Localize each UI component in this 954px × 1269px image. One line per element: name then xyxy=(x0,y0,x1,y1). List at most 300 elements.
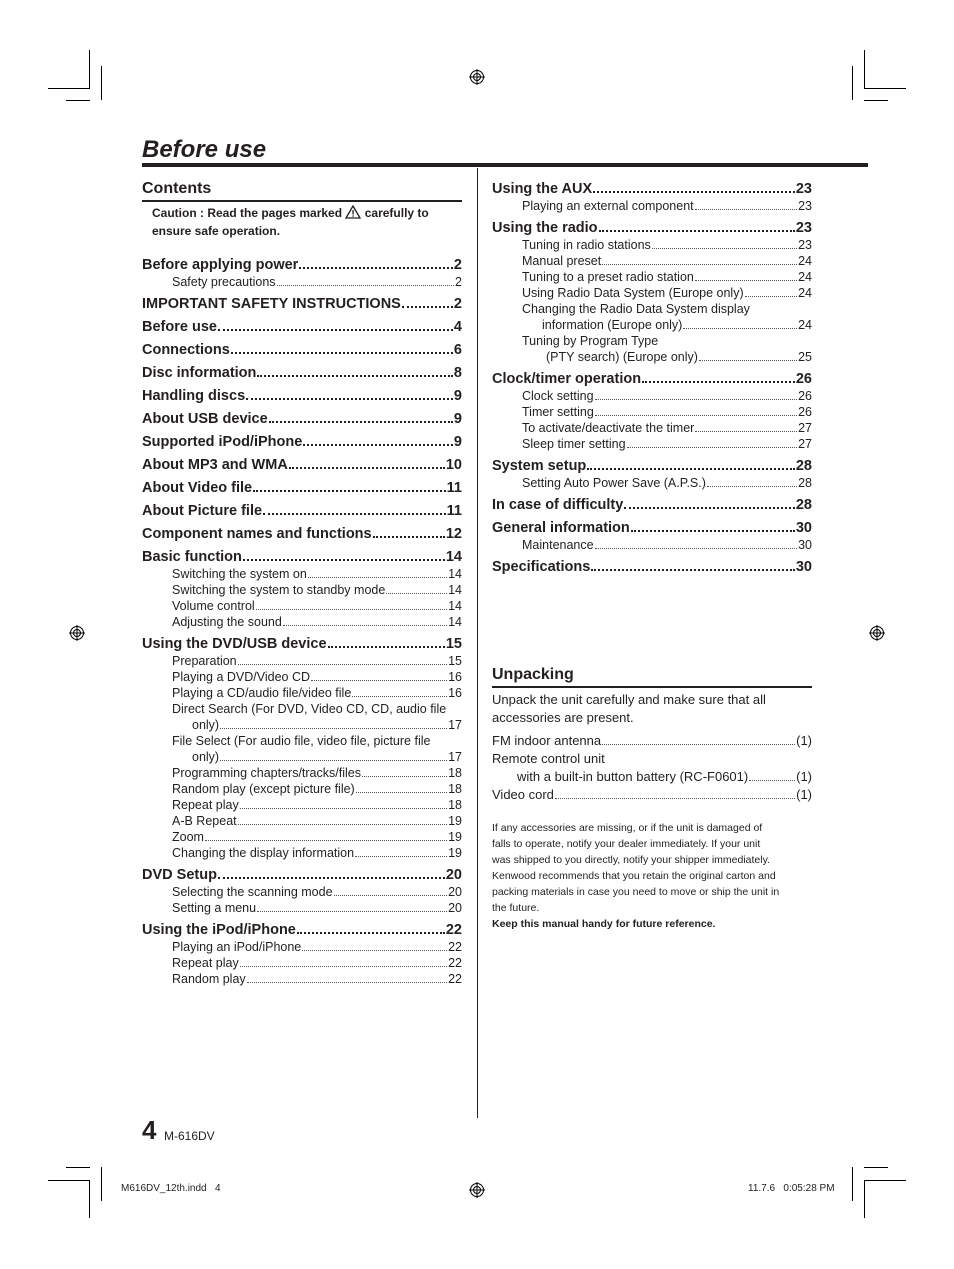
toc-section xyxy=(142,866,462,916)
accessory-list xyxy=(492,732,812,804)
toc-subentry-page: 17 xyxy=(448,717,462,732)
crop-mark xyxy=(48,1180,90,1181)
contents-heading: Contents xyxy=(142,180,212,197)
toc-subentry[interactable] xyxy=(142,598,462,614)
toc-subentry-title: Repeat play xyxy=(172,797,239,812)
crop-mark xyxy=(864,1167,888,1168)
dot-leader xyxy=(745,296,797,297)
toc-entry[interactable] xyxy=(142,318,462,336)
toc-entry-page: 2 xyxy=(453,256,462,273)
dot-leader xyxy=(289,467,445,469)
dot-leader xyxy=(302,950,447,951)
toc-entry-page: 30 xyxy=(795,559,812,575)
toc-entry-page: 8 xyxy=(453,364,462,381)
dot-leader xyxy=(240,966,447,967)
dot-leader xyxy=(707,486,797,487)
toc-entry[interactable] xyxy=(492,519,812,537)
toc-section xyxy=(142,456,462,474)
toc-subentry-title: Changing the Radio Data System display xyxy=(522,302,750,316)
toc-subentry[interactable] xyxy=(142,717,462,733)
dot-leader xyxy=(218,329,453,331)
accessory-name: FM indoor antenna xyxy=(492,732,602,748)
toc-entry[interactable] xyxy=(492,370,812,388)
toc-subentry[interactable] xyxy=(142,582,462,598)
dot-leader xyxy=(257,911,447,912)
toc-entry-page: 28 xyxy=(795,497,812,513)
toc-subentry-page: 22 xyxy=(448,939,462,954)
toc-subentry-page: 19 xyxy=(448,829,462,844)
toc-subentry-page: 14 xyxy=(448,614,462,629)
dot-leader xyxy=(695,209,797,210)
toc-subentry-title: Direct Search (For DVD, Video CD, CD, audio file xyxy=(172,701,447,716)
unpacking-rule xyxy=(492,686,812,688)
toc-subentry-page: 30 xyxy=(798,538,812,552)
warning-triangle-icon xyxy=(345,205,361,219)
toc-entry-page: 4 xyxy=(453,318,462,335)
crop-mark xyxy=(864,1180,906,1181)
toc-entry-title: Before applying power xyxy=(142,256,299,273)
toc-subentry-title: Playing an iPod/iPhone xyxy=(172,939,302,954)
toc-subentry[interactable] xyxy=(142,274,462,290)
toc-subentry-page: 25 xyxy=(798,350,812,364)
accessory-qty: (1) xyxy=(796,786,812,802)
toc-subentry[interactable] xyxy=(492,317,812,333)
toc-entry-page: 26 xyxy=(795,371,812,387)
dot-leader xyxy=(246,398,453,400)
dot-leader xyxy=(642,381,795,383)
toc-entry[interactable] xyxy=(142,548,462,566)
toc-entry[interactable] xyxy=(142,525,462,543)
toc-subentry-title: Volume control xyxy=(172,598,255,613)
missing-accessory-note xyxy=(492,820,812,932)
toc-subentry-page: 24 xyxy=(798,318,812,332)
toc-subentry[interactable] xyxy=(142,669,462,685)
toc-entry[interactable] xyxy=(142,479,462,497)
toc-subentry-page: 17 xyxy=(448,749,462,764)
toc-subentry-title: Selecting the scanning mode xyxy=(172,884,333,899)
toc-subentry-title: Manual preset xyxy=(522,254,602,268)
dot-leader xyxy=(652,248,797,249)
registration-mark-icon xyxy=(69,625,85,641)
toc-subentry-page: 2 xyxy=(455,274,462,289)
toc-entry-page: 23 xyxy=(795,181,812,197)
toc-section xyxy=(142,921,462,987)
accessory-item xyxy=(492,768,812,786)
toc-entry-page: 12 xyxy=(445,525,462,542)
toc-subentry[interactable] xyxy=(142,653,462,669)
dot-leader xyxy=(269,421,453,423)
toc-subentry-title: Timer setting xyxy=(522,405,594,419)
toc-subentry-title: Repeat play xyxy=(172,955,239,970)
toc-subentry-title: To activate/deactivate the timer xyxy=(522,421,695,435)
toc-subentry-title: Clock setting xyxy=(522,389,594,403)
toc-subentry-page: 23 xyxy=(798,238,812,252)
dot-leader xyxy=(303,444,453,446)
crop-mark xyxy=(864,50,865,88)
toc-subentry[interactable] xyxy=(142,566,462,582)
crop-mark xyxy=(89,1180,90,1218)
toc-subentry-title: Adjusting the sound xyxy=(172,614,282,629)
dot-leader xyxy=(257,375,453,377)
toc-subentry-page: 26 xyxy=(798,389,812,403)
toc-subentry-page: 20 xyxy=(448,884,462,899)
dot-leader xyxy=(334,895,448,896)
toc-entry-page: 9 xyxy=(453,387,462,404)
dot-leader xyxy=(297,932,445,934)
dot-leader xyxy=(240,808,447,809)
toc-subentry-title-cont: information (Europe only) xyxy=(542,318,683,332)
toc-subentry[interactable] xyxy=(492,436,812,452)
toc-subentry[interactable] xyxy=(492,404,812,420)
toc-section xyxy=(142,479,462,497)
dot-leader xyxy=(595,415,797,416)
crop-mark xyxy=(101,66,102,100)
toc-entry-page: 28 xyxy=(795,458,812,474)
registration-mark-icon xyxy=(469,69,485,85)
toc-entry[interactable] xyxy=(142,502,462,520)
toc-entry-title: Connections xyxy=(142,341,230,358)
toc-entry-title: Basic function xyxy=(142,548,242,565)
caution-note xyxy=(152,204,462,240)
dot-leader xyxy=(386,593,447,594)
toc-subentry-page: 18 xyxy=(448,765,462,780)
dot-leader xyxy=(593,191,795,193)
toc-subentry[interactable] xyxy=(142,971,462,987)
dot-leader xyxy=(253,490,446,492)
unpacking-section xyxy=(492,666,812,932)
unpacking-intro xyxy=(492,691,812,727)
crop-mark xyxy=(864,1180,865,1218)
dot-leader xyxy=(263,513,446,515)
toc-entry-title: Using the AUX xyxy=(492,181,593,197)
contents-left-column xyxy=(142,180,462,992)
toc-subentry-title: Changing the display information xyxy=(172,845,355,860)
toc-entry-title: General information xyxy=(492,520,630,536)
toc-subentry-page: 24 xyxy=(798,286,812,300)
toc-entry-title: In case of difficulty xyxy=(492,497,624,513)
toc-section xyxy=(492,219,812,365)
dot-leader xyxy=(238,824,447,825)
toc-section xyxy=(142,364,462,382)
slug-timestamp: 11.7.6 0:05:28 PM xyxy=(748,1183,835,1194)
dot-leader xyxy=(624,507,795,509)
toc-subentry-title: Switching the system to standby mode xyxy=(172,582,386,597)
toc-entry[interactable] xyxy=(142,635,462,653)
toc-subentry-title: Maintenance xyxy=(522,538,594,552)
toc-entry-page: 14 xyxy=(445,548,462,565)
crop-mark xyxy=(66,1167,90,1168)
crop-mark xyxy=(852,66,853,100)
dot-leader xyxy=(587,468,795,470)
dot-leader xyxy=(218,877,445,879)
toc-section xyxy=(492,519,812,553)
dot-leader xyxy=(328,646,445,648)
toc-section xyxy=(142,502,462,520)
toc-entry-title: About MP3 and WMA xyxy=(142,456,288,473)
toc-subentry-title: Playing an external component xyxy=(522,199,694,213)
note-line: the future. xyxy=(492,901,540,914)
toc-subentry-title: Sleep timer setting xyxy=(522,437,626,451)
toc-subentry[interactable] xyxy=(492,475,812,491)
page-title: Before use xyxy=(142,136,267,163)
dot-leader xyxy=(283,625,447,626)
toc-subentry-title: File Select (For audio file, video file, picture file xyxy=(172,733,431,748)
toc-subentry-page: 26 xyxy=(798,405,812,419)
toc-section xyxy=(492,496,812,514)
dot-leader xyxy=(205,840,447,841)
toc-section xyxy=(142,635,462,861)
intro-line: Unpack the unit carefully and make sure that all xyxy=(492,691,766,707)
toc-subentry-page: 23 xyxy=(798,199,812,213)
accessory-name: with a built-in button battery (RC-F0601) xyxy=(517,768,749,784)
contents-right-column xyxy=(492,180,812,581)
toc-entry-page: 30 xyxy=(795,520,812,536)
dot-leader xyxy=(627,447,798,448)
toc-subentry-page: 14 xyxy=(448,582,462,597)
intro-line: accessories are present. xyxy=(492,709,634,725)
toc-entry-title: Supported iPod/iPhone xyxy=(142,433,303,450)
toc-section xyxy=(142,341,462,359)
caution-text-line2: ensure safe operation. xyxy=(152,223,281,238)
dot-leader xyxy=(595,548,798,549)
dot-leader xyxy=(695,280,797,281)
toc-section xyxy=(492,457,812,491)
toc-subentry-title: Random play xyxy=(172,971,246,986)
toc-subentry[interactable] xyxy=(142,781,462,797)
toc-entry-page: 11 xyxy=(446,502,462,519)
caution-text-start: Caution : Read the pages marked xyxy=(152,205,343,220)
toc-entry-page: 2 xyxy=(453,295,462,312)
caution-text-end: carefully to xyxy=(364,205,429,220)
note-line: Kenwood recommends that you retain the original carton and xyxy=(492,869,776,882)
toc-subentry-title: Switching the system on xyxy=(172,566,307,581)
toc-subentry-page: 18 xyxy=(448,797,462,812)
toc-section xyxy=(142,318,462,336)
accessory-item xyxy=(492,750,812,768)
toc-subentry-page: 14 xyxy=(448,598,462,613)
toc-subentry[interactable] xyxy=(142,765,462,781)
accessory-item xyxy=(492,732,812,750)
toc-subentry-page: 28 xyxy=(798,476,812,490)
note-line: If any accessories are missing, or if the unit is damaged of xyxy=(492,821,763,834)
toc-subentry-title: Setting Auto Power Save (A.P.S.) xyxy=(522,476,706,490)
model-number: M-616DV xyxy=(164,1129,215,1143)
dot-leader xyxy=(247,982,447,983)
toc-entry[interactable] xyxy=(492,457,812,475)
toc-subentry[interactable] xyxy=(492,349,812,365)
dot-leader xyxy=(683,328,797,329)
toc-subentry[interactable] xyxy=(142,900,462,916)
toc-entry[interactable] xyxy=(142,456,462,474)
dot-leader xyxy=(243,559,445,561)
dot-leader xyxy=(231,352,453,354)
toc-entry-title: Component names and functions xyxy=(142,525,372,542)
toc-entry-page: 23 xyxy=(795,220,812,236)
toc-subentry-page: 16 xyxy=(448,685,462,700)
note-line: was shipped to you directly, notify your shipper immediately. xyxy=(492,853,770,866)
toc-section xyxy=(142,295,462,313)
toc-entry[interactable] xyxy=(142,364,462,382)
toc-entry-title: Handling discs xyxy=(142,387,246,404)
toc-subentry-page: 22 xyxy=(448,955,462,970)
dot-leader xyxy=(277,285,455,286)
toc-subentry[interactable] xyxy=(142,749,462,765)
toc-section xyxy=(142,548,462,630)
toc-entry-title: Disc information xyxy=(142,364,257,381)
toc-subentry[interactable] xyxy=(492,420,812,436)
registration-mark-icon xyxy=(469,1182,485,1198)
toc-entry-page: 11 xyxy=(446,479,462,496)
toc-subentry-page: 24 xyxy=(798,254,812,268)
toc-entry-title: DVD Setup xyxy=(142,866,217,883)
toc-section xyxy=(142,525,462,543)
toc-subentry[interactable] xyxy=(142,939,462,955)
toc-entry[interactable] xyxy=(142,387,462,405)
toc-subentry-title: Random play (except picture file) xyxy=(172,781,355,796)
toc-entry[interactable] xyxy=(142,433,462,451)
dot-leader xyxy=(238,664,447,665)
page-number: 4 xyxy=(142,1115,157,1145)
dot-leader xyxy=(591,569,795,571)
dot-leader xyxy=(220,728,447,729)
accessory-name: Video cord xyxy=(492,786,554,802)
toc-section xyxy=(142,433,462,451)
toc-subentry-page: 27 xyxy=(798,437,812,451)
toc-section xyxy=(492,558,812,576)
crop-mark xyxy=(101,1167,102,1201)
toc-entry-title: IMPORTANT SAFETY INSTRUCTIONS xyxy=(142,295,401,312)
accessory-qty: (1) xyxy=(796,732,812,748)
toc-entry[interactable] xyxy=(142,256,462,274)
toc-subentry[interactable] xyxy=(142,955,462,971)
toc-subentry-page: 15 xyxy=(448,653,462,668)
toc-entry[interactable] xyxy=(492,180,812,198)
toc-entry[interactable] xyxy=(492,496,812,514)
toc-entry-page: 20 xyxy=(445,866,462,883)
toc-subentry-title-cont: only) xyxy=(192,749,220,764)
toc-subentry[interactable] xyxy=(492,388,812,404)
toc-entry[interactable] xyxy=(142,866,462,884)
toc-entry[interactable] xyxy=(142,410,462,428)
toc-subentry-page: 14 xyxy=(448,566,462,581)
toc-entry-title: Using the iPod/iPhone xyxy=(142,921,296,938)
slug-filename: M616DV_12th.indd 4 xyxy=(121,1183,221,1194)
crop-mark xyxy=(66,100,90,101)
toc-section xyxy=(142,410,462,428)
toc-entry[interactable] xyxy=(142,341,462,359)
dot-leader xyxy=(256,609,447,610)
toc-subentry[interactable] xyxy=(142,813,462,829)
dot-leader xyxy=(599,230,795,232)
accessory-item xyxy=(492,786,812,804)
toc-subentry[interactable] xyxy=(492,253,812,269)
toc-entry-title: Clock/timer operation xyxy=(492,371,642,387)
toc-subentry[interactable] xyxy=(142,884,462,900)
toc-entry-title: System setup xyxy=(492,458,587,474)
toc-subentry-page: 16 xyxy=(448,669,462,684)
unpacking-heading: Unpacking xyxy=(492,666,574,683)
toc-subentry[interactable] xyxy=(142,797,462,813)
column-divider xyxy=(477,168,478,1118)
crop-mark xyxy=(89,50,90,88)
keep-manual-note: Keep this manual handy for future reference. xyxy=(492,917,716,930)
accessory-name: Remote control unit xyxy=(492,750,605,766)
toc-subentry-title: Tuning by Program Type xyxy=(522,334,659,348)
toc-subentry[interactable] xyxy=(142,845,462,861)
toc-subentry-page: 19 xyxy=(448,813,462,828)
toc-subentry-page: 20 xyxy=(448,900,462,915)
crop-mark xyxy=(864,88,906,89)
dot-leader xyxy=(308,577,447,578)
crop-mark xyxy=(48,88,90,89)
toc-subentry[interactable] xyxy=(142,685,462,701)
dot-leader xyxy=(299,267,453,269)
toc-subentry-title: Tuning in radio stations xyxy=(522,238,651,252)
toc-section xyxy=(142,387,462,405)
toc-subentry[interactable] xyxy=(142,614,462,630)
dot-leader xyxy=(631,530,795,532)
toc-subentry[interactable] xyxy=(492,237,812,253)
dot-leader xyxy=(402,306,453,308)
toc-subentry-page: 24 xyxy=(798,270,812,284)
toc-subentry-page: 19 xyxy=(448,845,462,860)
accessory-qty: (1) xyxy=(796,768,812,784)
dot-leader xyxy=(373,536,445,538)
toc-entry-page: 9 xyxy=(453,433,462,450)
title-rule xyxy=(142,163,868,167)
toc-entry[interactable] xyxy=(492,219,812,237)
toc-subentry-page: 18 xyxy=(448,781,462,796)
toc-entry-title: Using the DVD/USB device xyxy=(142,635,327,652)
toc-subentry[interactable] xyxy=(492,198,812,214)
toc-subentry-title: Programming chapters/tracks/files xyxy=(172,765,361,780)
toc-subentry[interactable] xyxy=(142,829,462,845)
toc-section xyxy=(492,180,812,214)
toc-subentry[interactable] xyxy=(492,537,812,553)
toc-subentry-page: 27 xyxy=(798,421,812,435)
toc-right xyxy=(492,180,812,576)
toc-entry-title: About Video file xyxy=(142,479,253,496)
toc-entry[interactable] xyxy=(142,295,462,313)
dot-leader xyxy=(595,399,798,400)
toc-entry-page: 22 xyxy=(445,921,462,938)
toc-left xyxy=(142,256,462,987)
dot-leader xyxy=(362,776,447,777)
note-line: falls to operate, notify your dealer immediately. If your unit xyxy=(492,837,761,850)
toc-subentry-title: Preparation xyxy=(172,653,237,668)
registration-mark-icon xyxy=(869,625,885,641)
toc-entry[interactable] xyxy=(492,558,812,576)
toc-entry[interactable] xyxy=(142,921,462,939)
note-line: packing materials in case you need to move or ship the unit in xyxy=(492,885,780,898)
dot-leader xyxy=(352,696,447,697)
dot-leader xyxy=(602,264,797,265)
toc-subentry[interactable] xyxy=(492,285,812,301)
crop-mark xyxy=(864,100,888,101)
toc-subentry-title-cont: (PTY search) (Europe only) xyxy=(546,350,698,364)
toc-entry-title: About USB device xyxy=(142,410,268,427)
toc-entry-title: About Picture file xyxy=(142,502,263,519)
toc-subentry-title: Using Radio Data System (Europe only) xyxy=(522,286,744,300)
toc-entry-title: Before use xyxy=(142,318,217,335)
toc-subentry-title-cont: only) xyxy=(192,717,220,732)
dot-leader xyxy=(220,760,447,761)
crop-mark xyxy=(852,1167,853,1201)
contents-rule xyxy=(142,200,462,202)
toc-entry-page: 10 xyxy=(445,456,462,473)
toc-subentry[interactable] xyxy=(492,269,812,285)
toc-entry-title: Specifications xyxy=(492,559,591,575)
